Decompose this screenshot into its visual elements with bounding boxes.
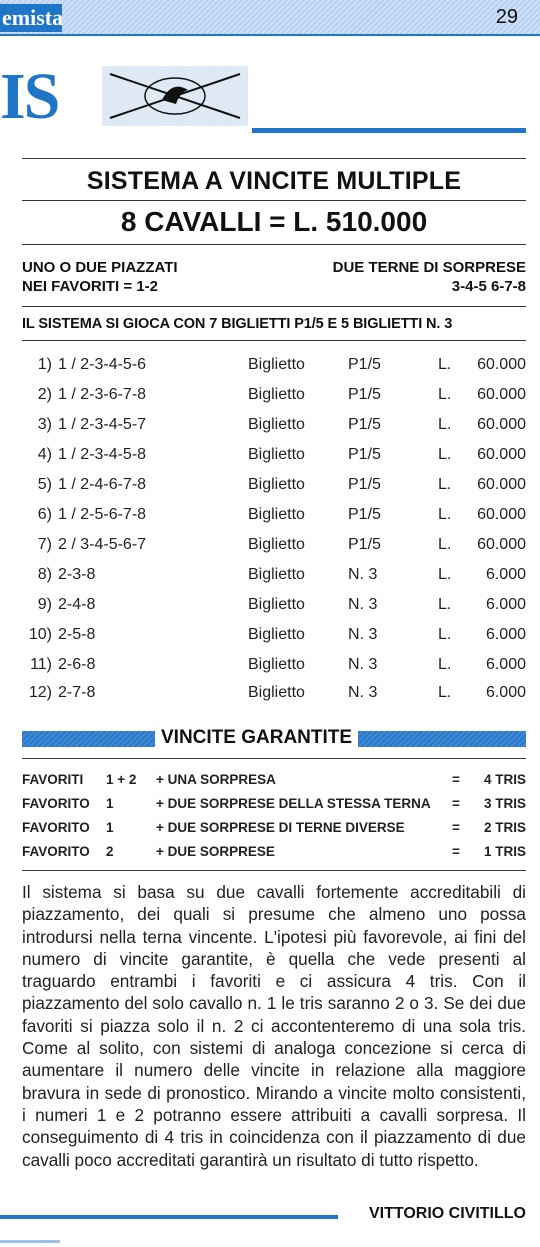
ticket-label: Biglietto [248,626,305,643]
combination: 1 / 2-3-4-5-6 [58,356,147,373]
vincite-result: 4 TRIS [483,772,526,787]
vincite-horses: 2 [106,844,114,859]
combination: 2-4-8 [58,596,96,613]
amount: 6.000 [485,656,526,673]
amount: 60.000 [477,536,526,553]
combination: 2-3-8 [58,566,96,583]
brand-emblem-icon [102,66,248,126]
ticket-type: P1/5 [348,476,381,493]
ticket-type: P1/5 [348,356,381,373]
combination: 1 / 2-3-6-7-8 [58,386,147,403]
table-row [0,536,540,566]
row-number: 3) [37,416,52,433]
vincite-what: + DUE SORPRESE DI TERNE DIVERSE [156,820,405,835]
currency: L. [438,626,452,643]
vincite-eq: = [452,820,460,835]
amount: 6.000 [485,566,526,583]
row-number: 4) [37,446,52,463]
row-number: 9) [37,596,52,613]
table-row [0,656,540,686]
ticket-label: Biglietto [248,356,305,373]
article-body: Il sistema si basa su due cavalli fortemente accreditabili di piazzamento, dei quali si presume che almeno uno possa introdursi nella terna vincente. L'ipotesi più favorevole, ai fini del numero di vincite garantite, è quella che vede presenti al traguardo entrambi i favoriti e ci assicura 4 tris. Con il piazzamento del solo cavallo n. 1 le tris saranno 2 o 3. Se dei due favoriti si piazza solo il n. 2 ci accontenteremo di una sola tris. Come al solito, con sistemi di analoga concezione si cerca di aumentare il numero delle vincite in relazione alla maggiore bravura in sede di pronostico. Mirando a vincite molto consistenti, i numeri 1 e 2 potranno essere attribuiti a cavalli sorpresa. Il conseguimento di 4 tris in coincidenza con il piazzamento di due cavalli poco accreditati garantirà un risultato di tutto rispetto. [22,882,526,1170]
system-cost: 8 CAVALLI = L. 510.000 [120,206,428,237]
combination: 1 / 2-5-6-7-8 [58,506,147,523]
ticket-type: N. 3 [348,596,378,613]
table-row [0,596,540,626]
amount: 60.000 [477,446,526,463]
ticket-type: N. 3 [348,656,378,673]
vincite-what: + DUE SORPRESE [156,844,275,859]
conditions-left-line2: NEI FAVORITI = 1-2 [22,278,159,295]
ticket-label: Biglietto [248,476,305,493]
currency: L. [438,656,452,673]
combination: 2-7-8 [58,684,96,701]
table-row [0,416,540,446]
vincite-horses: 1 [106,820,114,835]
amount: 60.000 [477,386,526,403]
combination: 2 / 3-4-5-6-7 [58,536,147,553]
row-number: 6) [37,506,52,523]
amount: 60.000 [477,476,526,493]
conditions-right [333,258,526,296]
ticket-label: Biglietto [248,506,305,523]
row-number: 12) [28,684,52,701]
vincite-eq: = [452,772,460,787]
amount: 6.000 [485,626,526,643]
footer-accent [0,1240,60,1243]
vincite-result: 3 TRIS [483,796,526,811]
vincite-who: FAVORITO [22,796,90,811]
vincite-row [22,820,526,844]
combination: 2-5-8 [58,626,96,643]
section-label: emista [2,5,64,30]
vincite-who: FAVORITI [22,772,84,787]
ticket-label: Biglietto [248,386,305,403]
divider [22,158,526,159]
ticket-type: P1/5 [348,506,381,523]
amount: 60.000 [477,356,526,373]
amount: 6.000 [485,684,526,701]
currency: L. [438,684,452,701]
vincite-title: VINCITE GARANTITE [155,726,358,750]
row-number: 10) [28,626,52,643]
ticket-label: Biglietto [248,656,305,673]
currency: L. [438,596,452,613]
ticket-label: Biglietto [248,416,305,433]
vincite-what: + DUE SORPRESE DELLA STESSA TERNA [156,796,431,811]
combination: 1 / 2-3-4-5-7 [58,416,147,433]
amount: 60.000 [477,506,526,523]
vincite-result: 1 TRIS [483,844,526,859]
header-divider [0,34,540,36]
footer-line [0,1215,338,1219]
table-row [0,386,540,416]
vincite-what: + UNA SORPRESA [156,772,276,787]
vincite-result: 2 TRIS [483,820,526,835]
ticket-type: N. 3 [348,684,378,701]
row-number: 7) [37,536,52,553]
currency: L. [438,386,452,403]
vincite-horses: 1 [106,796,114,811]
brand-title: IS [0,60,59,133]
divider [22,340,526,341]
combination: 2-6-8 [58,656,96,673]
amount: 60.000 [477,416,526,433]
table-row [0,356,540,386]
header-band [0,0,540,34]
ticket-type: P1/5 [348,446,381,463]
divider [22,758,526,759]
divider [22,200,526,201]
vincite-row [22,796,526,820]
ticket-label: Biglietto [248,596,305,613]
conditions-right-line2: 3-4-5 6-7-8 [451,278,526,295]
currency: L. [438,506,452,523]
page-number: 29 [495,6,518,28]
row-number: 8) [37,566,52,583]
currency: L. [438,536,452,553]
table-row [0,566,540,596]
conditions-left-line1: UNO O DUE PIAZZATI [22,259,178,276]
ticket-label: Biglietto [248,536,305,553]
table-row [0,684,540,714]
currency: L. [438,416,452,433]
ticket-type: N. 3 [348,566,378,583]
divider [22,306,526,307]
currency: L. [438,356,452,373]
currency: L. [438,446,452,463]
ticket-label: Biglietto [248,446,305,463]
ticket-type: P1/5 [348,386,381,403]
amount: 6.000 [485,596,526,613]
vincite-eq: = [452,796,460,811]
ticket-type: N. 3 [348,626,378,643]
brand-underline [252,128,526,133]
table-row [0,506,540,536]
ticket-label: Biglietto [248,684,305,701]
ticket-type: P1/5 [348,536,381,553]
page-title: SISTEMA A VINCITE MULTIPLE [86,167,462,195]
divider [22,870,526,871]
system-note: IL SISTEMA SI GIOCA CON 7 BIGLIETTI P1/5 E 5 BIGLIETTI N. 3 [22,316,453,332]
vincite-who: FAVORITO [22,844,90,859]
author-name: VITTORIO CIVITILLO [368,1205,526,1222]
table-row [0,446,540,476]
row-number: 1) [37,356,52,373]
vincite-horses: 1 + 2 [106,772,137,787]
ticket-type: P1/5 [348,416,381,433]
combination: 1 / 2-4-6-7-8 [58,476,147,493]
table-row [0,476,540,506]
divider [22,244,526,245]
currency: L. [438,476,452,493]
vincite-row [22,772,526,796]
row-number: 11) [30,656,52,673]
combination: 1 / 2-3-4-5-8 [58,446,147,463]
currency: L. [438,566,452,583]
ticket-label: Biglietto [248,566,305,583]
conditions-right-line1: DUE TERNE DI SORPRESE [332,259,526,276]
row-number: 2) [37,386,52,403]
vincite-row [22,844,526,868]
conditions-left [22,258,178,296]
table-row [0,626,540,656]
vincite-who: FAVORITO [22,820,90,835]
row-number: 5) [37,476,52,493]
vincite-eq: = [452,844,460,859]
